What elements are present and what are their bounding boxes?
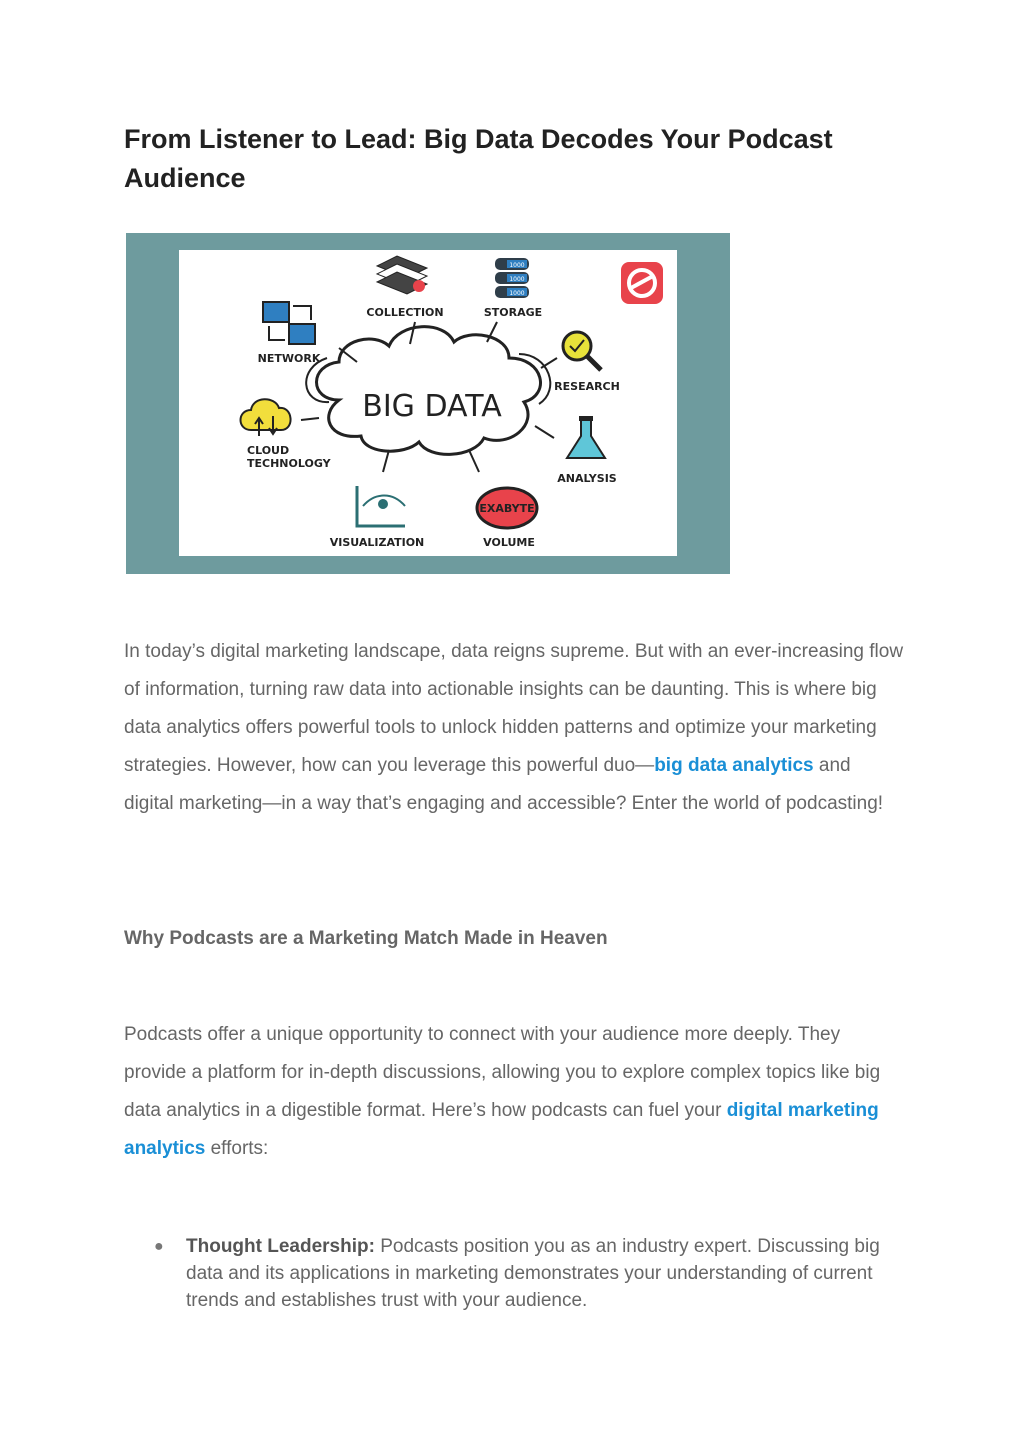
storage-tag: 1000 [509, 262, 525, 269]
article-title: From Listener to Lead: Big Data Decodes Your Podcast Audience [124, 124, 833, 193]
big-data-center-label: BIG DATA [362, 389, 502, 424]
label-network: NETWORK [257, 352, 321, 365]
network-icon [263, 302, 315, 344]
bullet-text: Podcasts position you as an industry expert. Discussing big data and its applications in marketing demonstrates your understanding of current trends and establishes trust with your audience. [186, 1236, 880, 1311]
big-data-figure [126, 233, 730, 574]
label-storage: STORAGE [483, 306, 543, 319]
cloud-technology-icon [241, 399, 291, 436]
big-data-analytics-link[interactable]: big data analytics [654, 755, 814, 776]
label-cloud-line1: CLOUD [247, 444, 290, 457]
exabyte-badge-text: EXABYTE [479, 502, 535, 515]
analysis-flask-icon [567, 416, 605, 458]
storage-icon [495, 258, 529, 298]
podcast-paragraph [124, 1016, 904, 1168]
label-collection: COLLECTION [366, 306, 444, 319]
section-subheading: Why Podcasts are a Marketing Match Made in Heaven [124, 928, 608, 949]
figure-canvas [179, 250, 677, 556]
visualization-icon [357, 486, 405, 526]
podcast-text-2: efforts: [205, 1138, 269, 1159]
benefits-list [124, 1233, 904, 1314]
collection-icon [377, 256, 427, 294]
bullet-marker: ● [154, 1238, 164, 1255]
research-icon [563, 332, 601, 370]
label-cloud-line2: TECHNOLOGY [247, 457, 331, 470]
label-research: RESEARCH [554, 380, 620, 393]
intro-text-1: In today’s digital marketing landscape, data reigns supreme. But with an ever-increasing flow of information, turning raw data into actionable insights can be daunting. This is where big data analytics offers powerful tools to unlock hidden patterns and optimize your marketing strategies. However, how can you leverage this powerful duo— [124, 641, 904, 776]
digital-marketing-analytics-link[interactable]: digital marketing analytics [124, 1100, 879, 1159]
podcast-text-1: Podcasts offer a unique opportunity to connect with your audience more deeply. They provide a platform for in-depth discussions, allowing you to explore complex topics like big data analytics in a digestible format. Here’s how podcasts can fuel your [124, 1024, 881, 1121]
label-volume: VOLUME [483, 536, 535, 549]
storage-tag: 1000 [509, 290, 525, 297]
big-data-diagram [179, 250, 677, 556]
volume-exabyte-icon [477, 488, 537, 528]
intro-text-2: and digital marketing—in a way that’s engaging and accessible? Enter the world of podcasting! [124, 755, 884, 814]
label-analysis: ANALYSIS [557, 472, 617, 485]
brand-logo-icon [621, 262, 663, 304]
list-item [124, 1233, 904, 1314]
storage-tag: 1000 [509, 276, 525, 283]
bullet-term: Thought Leadership: [186, 1236, 375, 1257]
label-visualization: VISUALIZATION [329, 536, 425, 549]
intro-paragraph [124, 633, 904, 823]
